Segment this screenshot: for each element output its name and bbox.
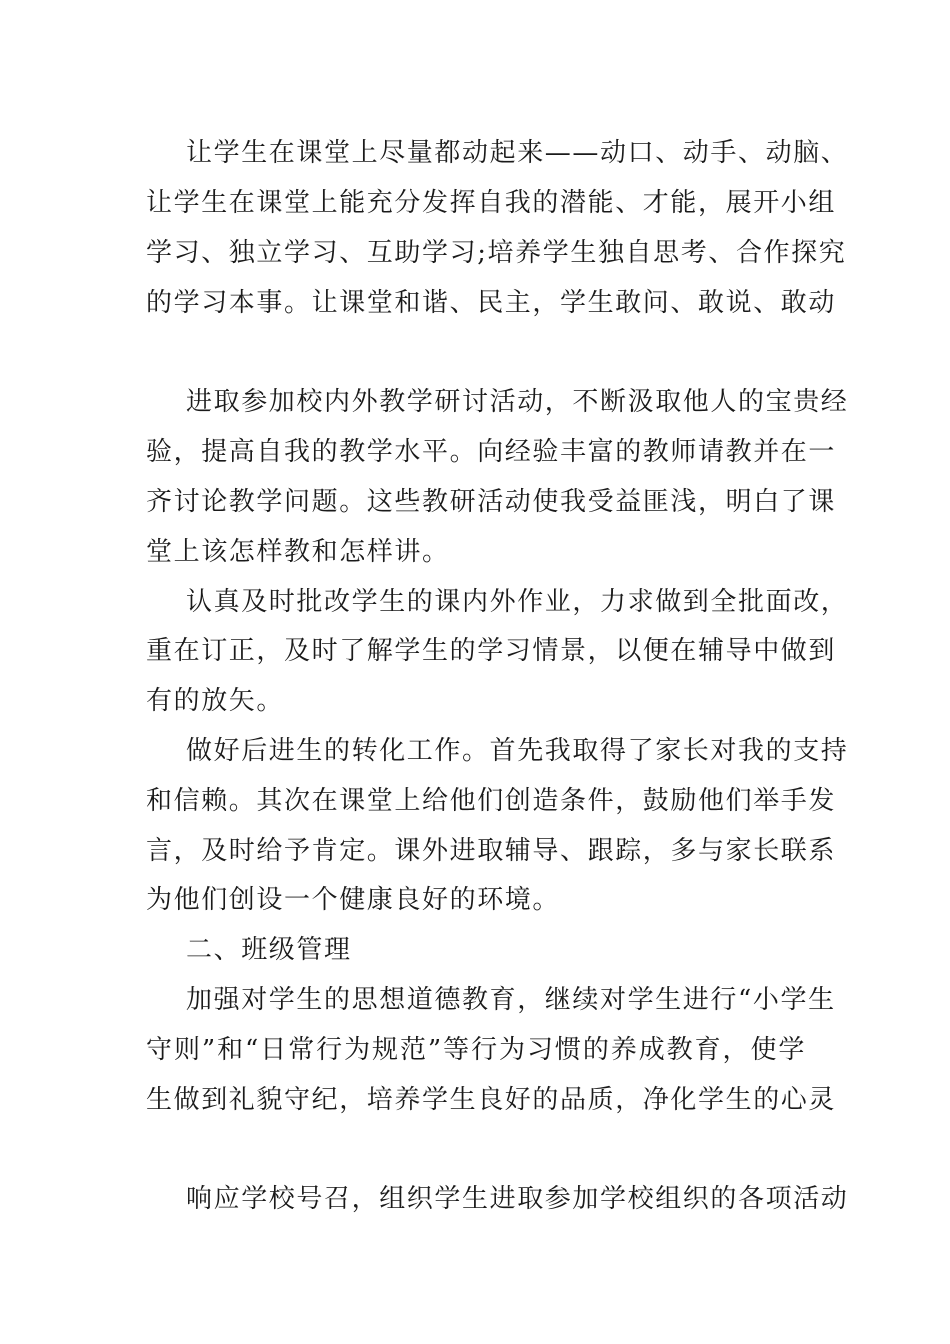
paragraph-line: 有的放矢。 xyxy=(146,686,285,716)
paragraph-line: 学习、独立学习、互助学习;培养学生独自思考、合作探究 xyxy=(146,238,847,268)
paragraph-line: 言，及时给予肯定。课外进取辅导、跟踪，多与家长联系 xyxy=(146,836,837,866)
paragraph-line: 为他们创设一个健康良好的环境。 xyxy=(146,885,561,915)
paragraph-line: 让学生在课堂上能充分发挥自我的潜能、才能，展开小组 xyxy=(146,188,837,218)
paragraph-line: 验，提高自我的教学水平。向经验丰富的教师请教并在一 xyxy=(146,437,837,467)
paragraph-line: 让学生在课堂上尽量都动起来——动口、动手、动脑、 xyxy=(186,138,849,168)
paragraph-line: 的学习本事。让课堂和谐、民主，学生敢问、敢说、敢动 xyxy=(146,288,837,318)
paragraph-line: 进取参加校内外教学研讨活动，不断汲取他人的宝贵经 xyxy=(186,387,849,417)
paragraph-line: 做好后进生的转化工作。首先我取得了家长对我的支持 xyxy=(186,736,849,766)
section-heading: 二、班级管理 xyxy=(186,935,352,965)
paragraph-line: 加强对学生的思想道德教育，继续对学生进行“小学生 xyxy=(186,985,836,1015)
paragraph-line: 响应学校号召，组织学生进取参加学校组织的各项活动 xyxy=(186,1184,849,1214)
paragraph-line: 和信赖。其次在课堂上给他们创造条件，鼓励他们举手发 xyxy=(146,786,837,816)
paragraph-line: 守则”和“日常行为规范”等行为习惯的养成教育，使学 xyxy=(146,1035,806,1065)
paragraph-line: 重在订正，及时了解学生的学习情景，以便在辅导中做到 xyxy=(146,636,837,666)
paragraph-line: 生做到礼貌守纪，培养学生良好的品质，净化学生的心灵 xyxy=(146,1085,837,1115)
paragraph-line: 认真及时批改学生的课内外作业，力求做到全批面改， xyxy=(186,587,849,617)
paragraph-line: 齐讨论教学问题。这些教研活动使我受益匪浅，明白了课 xyxy=(146,487,837,517)
paragraph-line: 堂上该怎样教和怎样讲。 xyxy=(146,537,450,567)
